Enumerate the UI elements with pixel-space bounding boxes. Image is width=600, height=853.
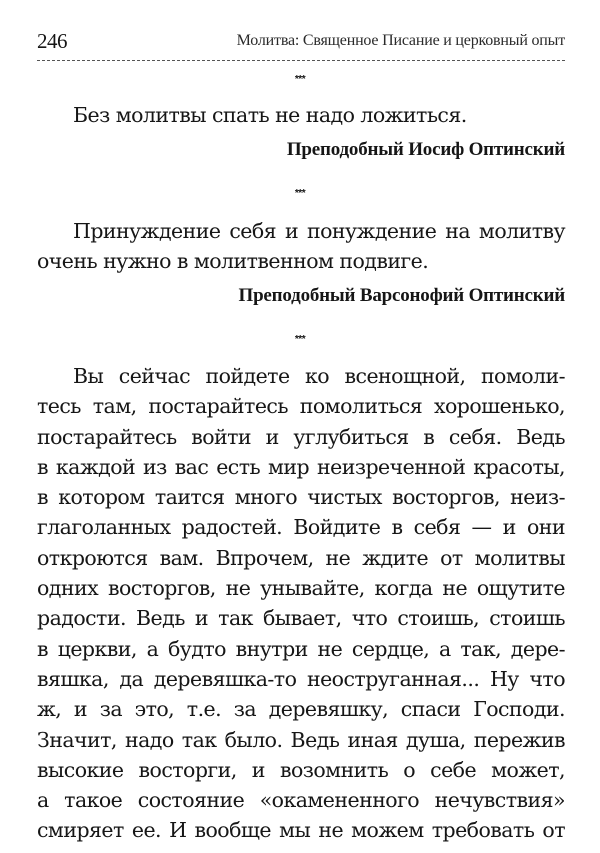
text-line: одних восторгов, не унывайте, когда не ощутите <box>37 576 565 601</box>
text-line: очень нужно в молитвенном подвиге. <box>37 249 429 274</box>
section-separator: *** <box>294 188 306 199</box>
quote-author-1: Преподобный Иосиф Оптинский <box>286 139 565 160</box>
page-number: 246 <box>37 29 67 53</box>
section-separator: *** <box>294 74 306 85</box>
text-line: в каждой из вас есть мир неизреченной красоты, <box>37 454 565 479</box>
quote-author-2: Преподобный Варсонофий Оптинский <box>238 285 565 306</box>
text-line: вяшка, да деревяшка-то неоструганная... Ну что <box>37 666 565 691</box>
text-line: тесь там, постарайтесь помолиться хорошенько, <box>37 394 565 419</box>
text-line: Принуждение себя и понуждение на молитву <box>73 219 565 243</box>
text-line: смиряет ее. И вообще мы не можем требовать от <box>37 818 565 843</box>
section-separator: *** <box>294 334 306 345</box>
text-line: Без молитвы спать не надо ложиться. <box>73 103 467 127</box>
text-line: ж, и за это, т.е. за деревяшку, спаси Господи. <box>37 697 565 722</box>
text-line: Значит, надо так было. Ведь иная душа, пережив <box>37 727 565 752</box>
text-line: высокие восторги, и возомнить о себе может, <box>37 757 565 782</box>
text-line: а такое состояние «окамененного нечувствия» <box>37 788 565 813</box>
running-title: Молитва: Священное Писание и церковный опыт <box>236 32 565 49</box>
text-line: глаголанных радостей. Войдите в себя — и они <box>37 515 565 540</box>
quote-text-3 <box>37 361 565 846</box>
text-line: откроются вам. Впрочем, не ждите от молитвы <box>37 545 565 570</box>
text-line: постарайтесь войти и углубиться в себя. Ведь <box>37 424 565 449</box>
quote-text-2 <box>37 216 565 277</box>
header-rule <box>37 60 565 61</box>
text-line: в церкви, а будто внутри не сердце, а так, дере- <box>37 636 565 661</box>
quote-text-1 <box>37 100 565 130</box>
text-line: в котором таится много чистых восторгов, неиз- <box>37 485 565 510</box>
text-line: радости. Ведь и так бывает, что стоишь, стоишь <box>37 606 565 631</box>
text-line: Вы сейчас пойдете ко всенощной, помоли- <box>73 364 565 388</box>
page-header <box>37 22 565 62</box>
